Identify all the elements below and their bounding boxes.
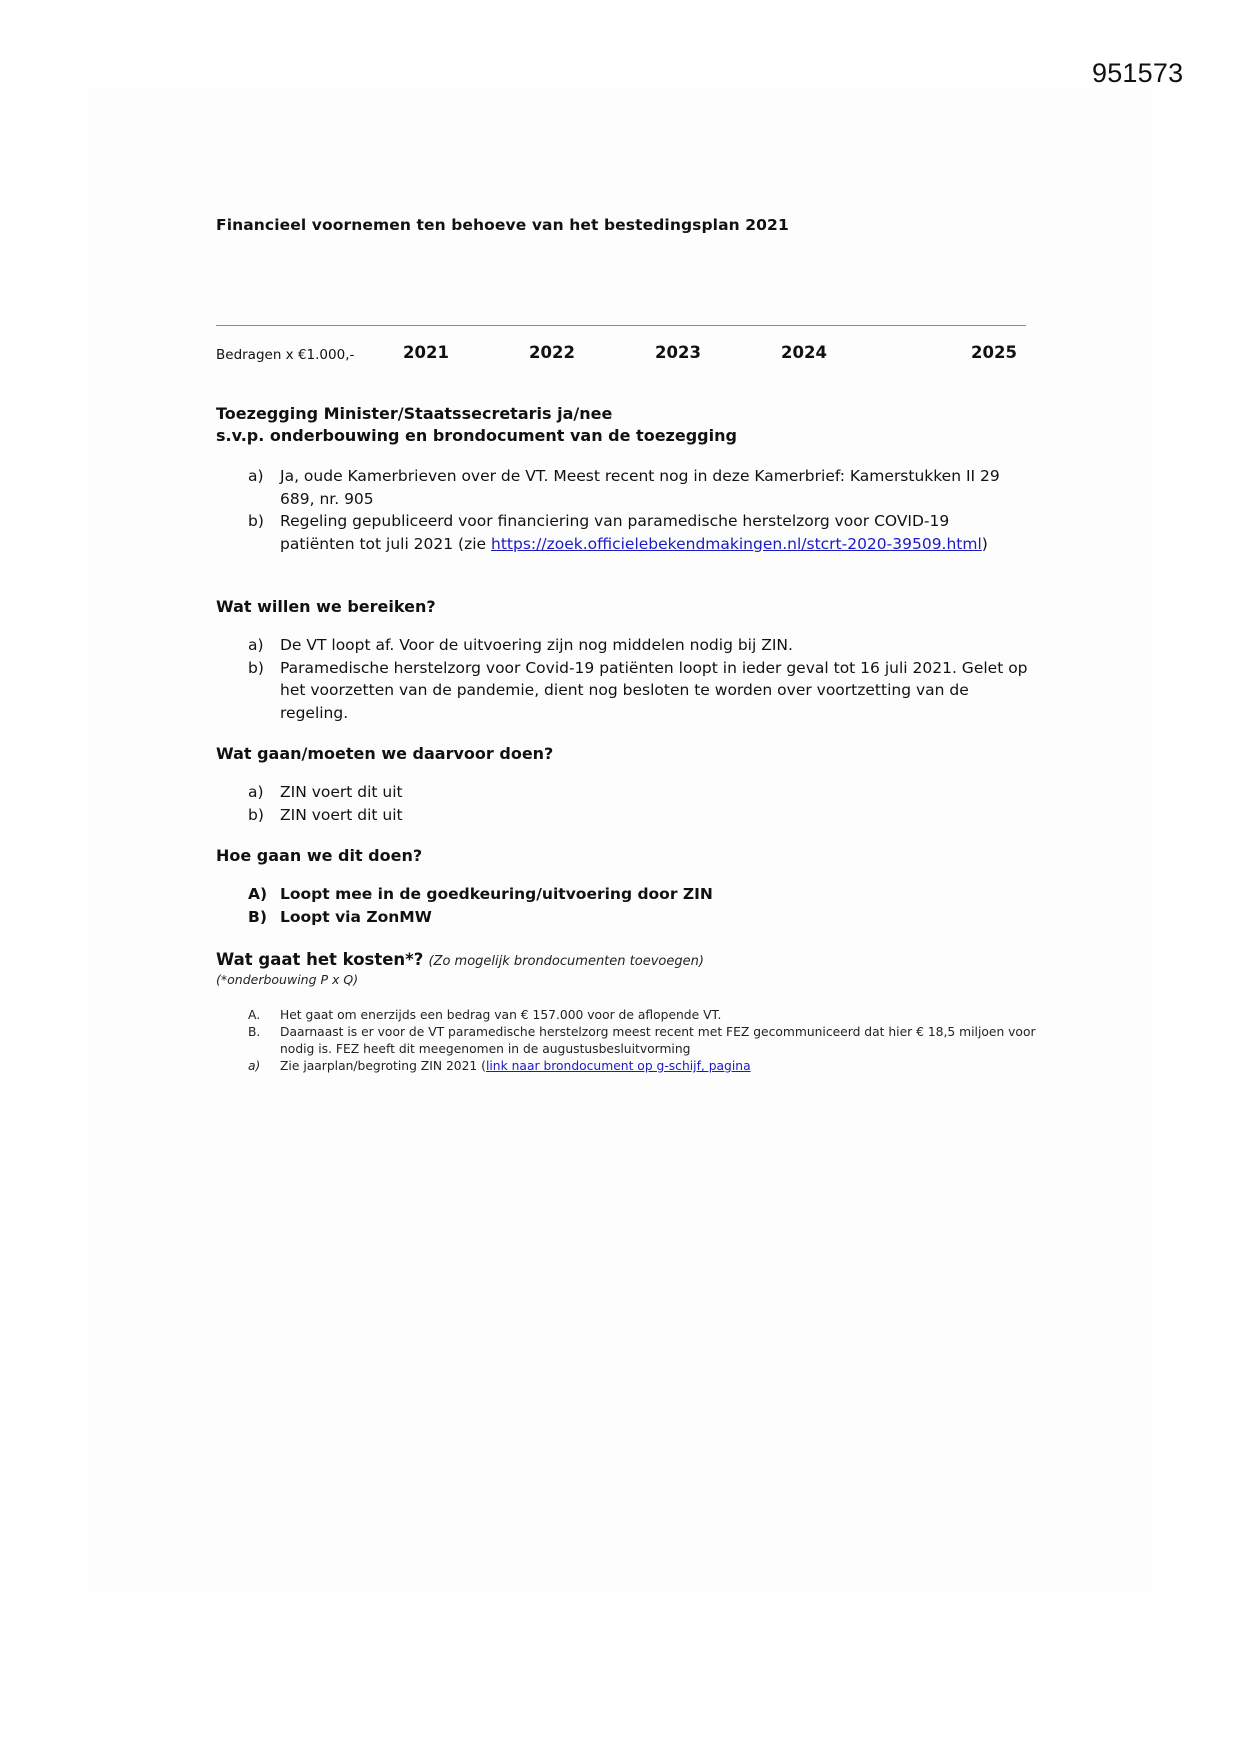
- list-text: Paramedische herstelzorg voor Covid-19 patiënten loopt in ieder geval tot 16 juli 2021. Gelet op het voorzetten van de pandemie, dient nog besloten te worden over voortzetting van de regeling.: [280, 658, 1028, 722]
- list-item: [248, 1058, 1038, 1075]
- costs-list: [248, 1007, 1038, 1075]
- scanned-page-area: [88, 88, 1152, 1592]
- list-marker: B.: [248, 1025, 261, 1039]
- list-text: Het gaat om enerzijds een bedrag van € 157.000 voor de aflopende VT.: [280, 1008, 722, 1022]
- list-item: [248, 804, 1028, 827]
- commitment-list: [248, 465, 1028, 555]
- actions-list: [248, 781, 1028, 826]
- document-title: Financieel voornemen ten behoeve van het bestedingsplan 2021: [216, 216, 789, 234]
- list-item: [248, 1007, 1038, 1024]
- list-marker: b): [248, 805, 264, 824]
- list-text: De VT loopt af. Voor de uitvoering zijn nog middelen nodig bij ZIN.: [280, 636, 793, 654]
- year-2024: 2024: [781, 343, 827, 362]
- horizontal-divider: [216, 325, 1026, 326]
- list-marker: a): [248, 636, 264, 654]
- list-text-part: Zie jaarplan/begroting ZIN 2021 (: [280, 1059, 486, 1073]
- list-item: [248, 657, 1028, 725]
- approach-list: [248, 883, 1028, 928]
- list-text: Daarnaast is er voor de VT paramedische herstelzorg meest recent met FEZ gecommuniceerd dat hier € 18,5 miljoen voor nodig is. FEZ heeft dit meegenomen in de augustusbesluitvorming: [280, 1025, 1036, 1056]
- costs-heading-hint: (Zo mogelijk brondocumenten toevoegen): [428, 954, 704, 969]
- year-2022: 2022: [529, 343, 575, 362]
- list-marker: B): [248, 907, 267, 926]
- amounts-years-row: [216, 343, 1026, 367]
- list-text-part: Regeling gepubliceerd voor financiering van paramedische herstelzorg voor COVID-19 patiënten tot juli 2021 (zie: [280, 512, 950, 553]
- list-marker: a): [248, 1059, 261, 1073]
- publication-link[interactable]: https://zoek.officielebekendmakingen.nl/stcrt-2020-39509.html: [491, 534, 982, 553]
- list-item: [248, 510, 1028, 555]
- costs-heading-title: Wat gaat het kosten*?: [216, 950, 424, 969]
- list-text: Ja, oude Kamerbrieven over de VT. Meest recent nog in deze Kamerbrief: Kamerstukken II 29 689, nr. 905: [280, 467, 1000, 508]
- list-text: ZIN voert dit uit: [280, 783, 403, 801]
- list-item: [248, 906, 1028, 929]
- costs-subnote: (*onderbouwing P x Q): [216, 972, 359, 987]
- commitment-subheading: s.v.p. onderbouwing en brondocument van de toezegging: [216, 426, 737, 445]
- list-text: Loopt mee in de goedkeuring/uitvoering door ZIN: [280, 885, 713, 903]
- commitment-heading: Toezegging Minister/Staatssecretaris ja/nee: [216, 404, 613, 423]
- list-text: ZIN voert dit uit: [280, 805, 403, 824]
- costs-heading: [216, 950, 704, 969]
- year-2025: 2025: [971, 343, 1017, 362]
- list-item: [248, 781, 1028, 804]
- list-text: Loopt via ZonMW: [280, 907, 432, 926]
- year-2021: 2021: [403, 343, 449, 362]
- list-item: [248, 465, 1028, 510]
- list-item: [248, 883, 1028, 906]
- actions-heading: Wat gaan/moeten we daarvoor doen?: [216, 744, 554, 763]
- approach-heading: Hoe gaan we dit doen?: [216, 846, 423, 865]
- list-text-part: ): [981, 534, 988, 553]
- list-marker: b): [248, 512, 264, 530]
- list-marker: a): [248, 467, 264, 485]
- list-text: [280, 1058, 1038, 1075]
- source-document-link[interactable]: link naar brondocument op g-schijf, pagina: [485, 1059, 751, 1073]
- goals-heading: Wat willen we bereiken?: [216, 597, 436, 616]
- goals-list: [248, 634, 1028, 724]
- list-marker: A): [248, 885, 268, 903]
- list-item: [248, 1024, 1038, 1058]
- list-item: [248, 634, 1028, 657]
- list-text: [280, 510, 1028, 555]
- amounts-unit-label: Bedragen x €1.000,-: [216, 347, 355, 363]
- page-number: 951573: [1092, 58, 1184, 88]
- list-marker: a): [248, 783, 264, 801]
- year-2023: 2023: [655, 343, 701, 362]
- list-marker: b): [248, 658, 264, 677]
- list-marker: A.: [248, 1008, 261, 1022]
